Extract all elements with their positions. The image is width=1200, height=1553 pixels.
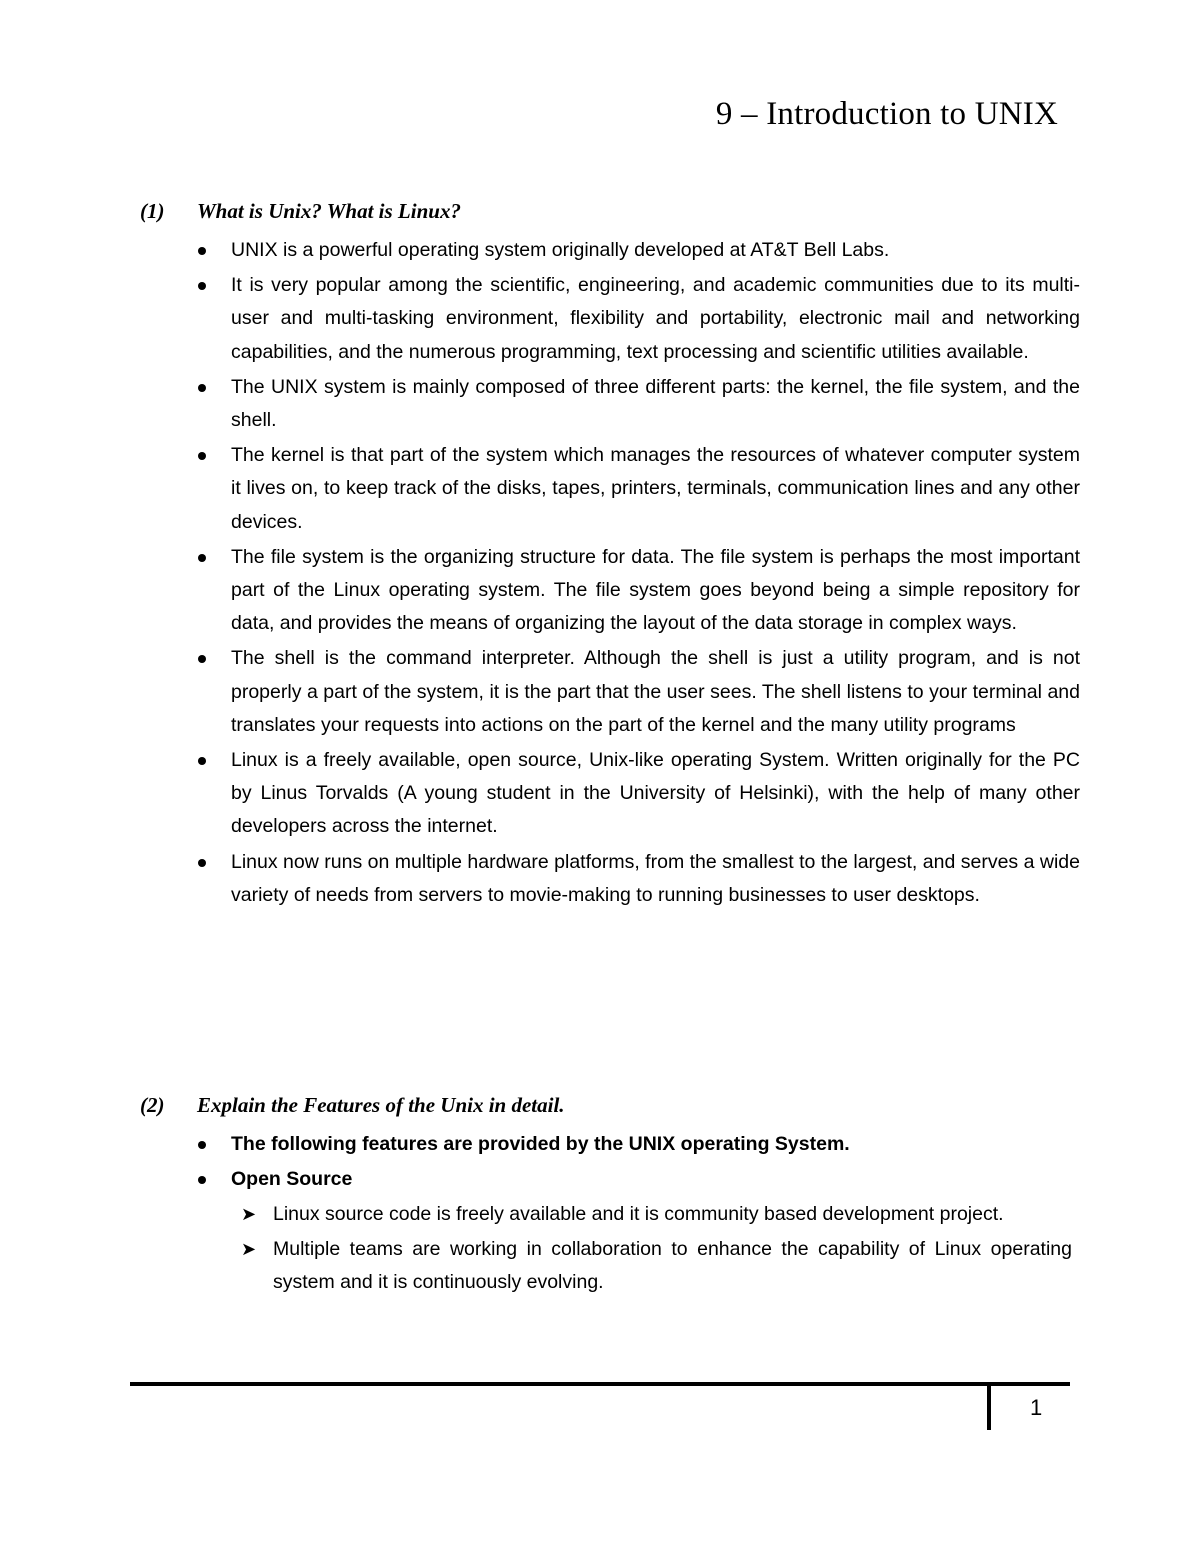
- question-heading: [140, 1090, 1080, 1120]
- list-item: The following features are provided by the UNIX operating System.: [140, 1128, 1080, 1161]
- sub-list-item: ➤ Multiple teams are working in collaboration to enhance the capability of Linux operating system and it is continuously evolving.: [140, 1233, 1080, 1299]
- list-item: Linux is a freely available, open source, Unix-like operating System. Written originally for the PC by Linus Torvalds (A young student in the University of Helsinki), with the help of many other developers across the internet.: [140, 744, 1080, 844]
- question-text: What is Unix? What is Linux?: [197, 198, 461, 223]
- section-2: [140, 1090, 1080, 1300]
- bullet-icon: [198, 655, 206, 663]
- sub-list-item: ➤ Linux source code is freely available and it is community based development project.: [140, 1198, 1080, 1231]
- page-title: 9 – Introduction to UNIX: [715, 96, 1058, 132]
- bullet-icon: [198, 757, 206, 765]
- section-1: [140, 196, 1080, 914]
- bullet-list: [140, 234, 1080, 912]
- bullet-list: [140, 1128, 1080, 1196]
- list-item: The kernel is that part of the system which manages the resources of whatever computer system it lives on, to keep track of the disks, tapes, printers, terminals, communication lines and any other devices.: [140, 439, 1080, 539]
- bullet-icon: [198, 452, 206, 460]
- question-heading: [140, 196, 1080, 226]
- bullet-icon: [198, 247, 206, 255]
- list-item: Linux now runs on multiple hardware platforms, from the smallest to the largest, and serves a wide variety of needs from servers to movie-making to running businesses to user desktops.: [140, 846, 1080, 912]
- question-text: Explain the Features of the Unix in detail.: [197, 1092, 565, 1117]
- bullet-icon: [198, 554, 206, 562]
- list-item: UNIX is a powerful operating system originally developed at AT&T Bell Labs.: [140, 234, 1080, 267]
- arrow-bullet-icon: ➤: [241, 1204, 257, 1225]
- bullet-icon: [198, 282, 206, 290]
- arrow-bullet-icon: ➤: [241, 1238, 257, 1259]
- page-number: 1: [1030, 1395, 1043, 1420]
- sub-bullet-list: [140, 1198, 1080, 1299]
- footer-divider: [130, 1382, 1070, 1386]
- footer-vertical-rule: [987, 1382, 991, 1430]
- list-item: It is very popular among the scientific, engineering, and academic communities due to its multi-user and multi-tasking environment, flexibility and portability, electronic mail and networking capabilities, and the numerous programming, text processing and scientific utilities available.: [140, 269, 1080, 369]
- question-number: (1): [140, 198, 165, 223]
- list-item: Open Source: [140, 1163, 1080, 1196]
- list-item: The UNIX system is mainly composed of three different parts: the kernel, the file system, and the shell.: [140, 371, 1080, 437]
- bullet-icon: [198, 384, 206, 392]
- bullet-icon: [198, 859, 206, 867]
- list-item: The file system is the organizing structure for data. The file system is perhaps the most important part of the Linux operating system. The file system goes beyond being a simple repository for data, and provides the means of organizing the layout of the data storage in complex ways.: [140, 541, 1080, 641]
- bullet-icon: [198, 1176, 206, 1184]
- question-number: (2): [140, 1092, 165, 1117]
- bullet-icon: [198, 1141, 206, 1149]
- list-item: The shell is the command interpreter. Although the shell is just a utility program, and is not properly a part of the system, it is the part that the user sees. The shell listens to your terminal and translates your requests into actions on the part of the kernel and the many utility programs: [140, 642, 1080, 742]
